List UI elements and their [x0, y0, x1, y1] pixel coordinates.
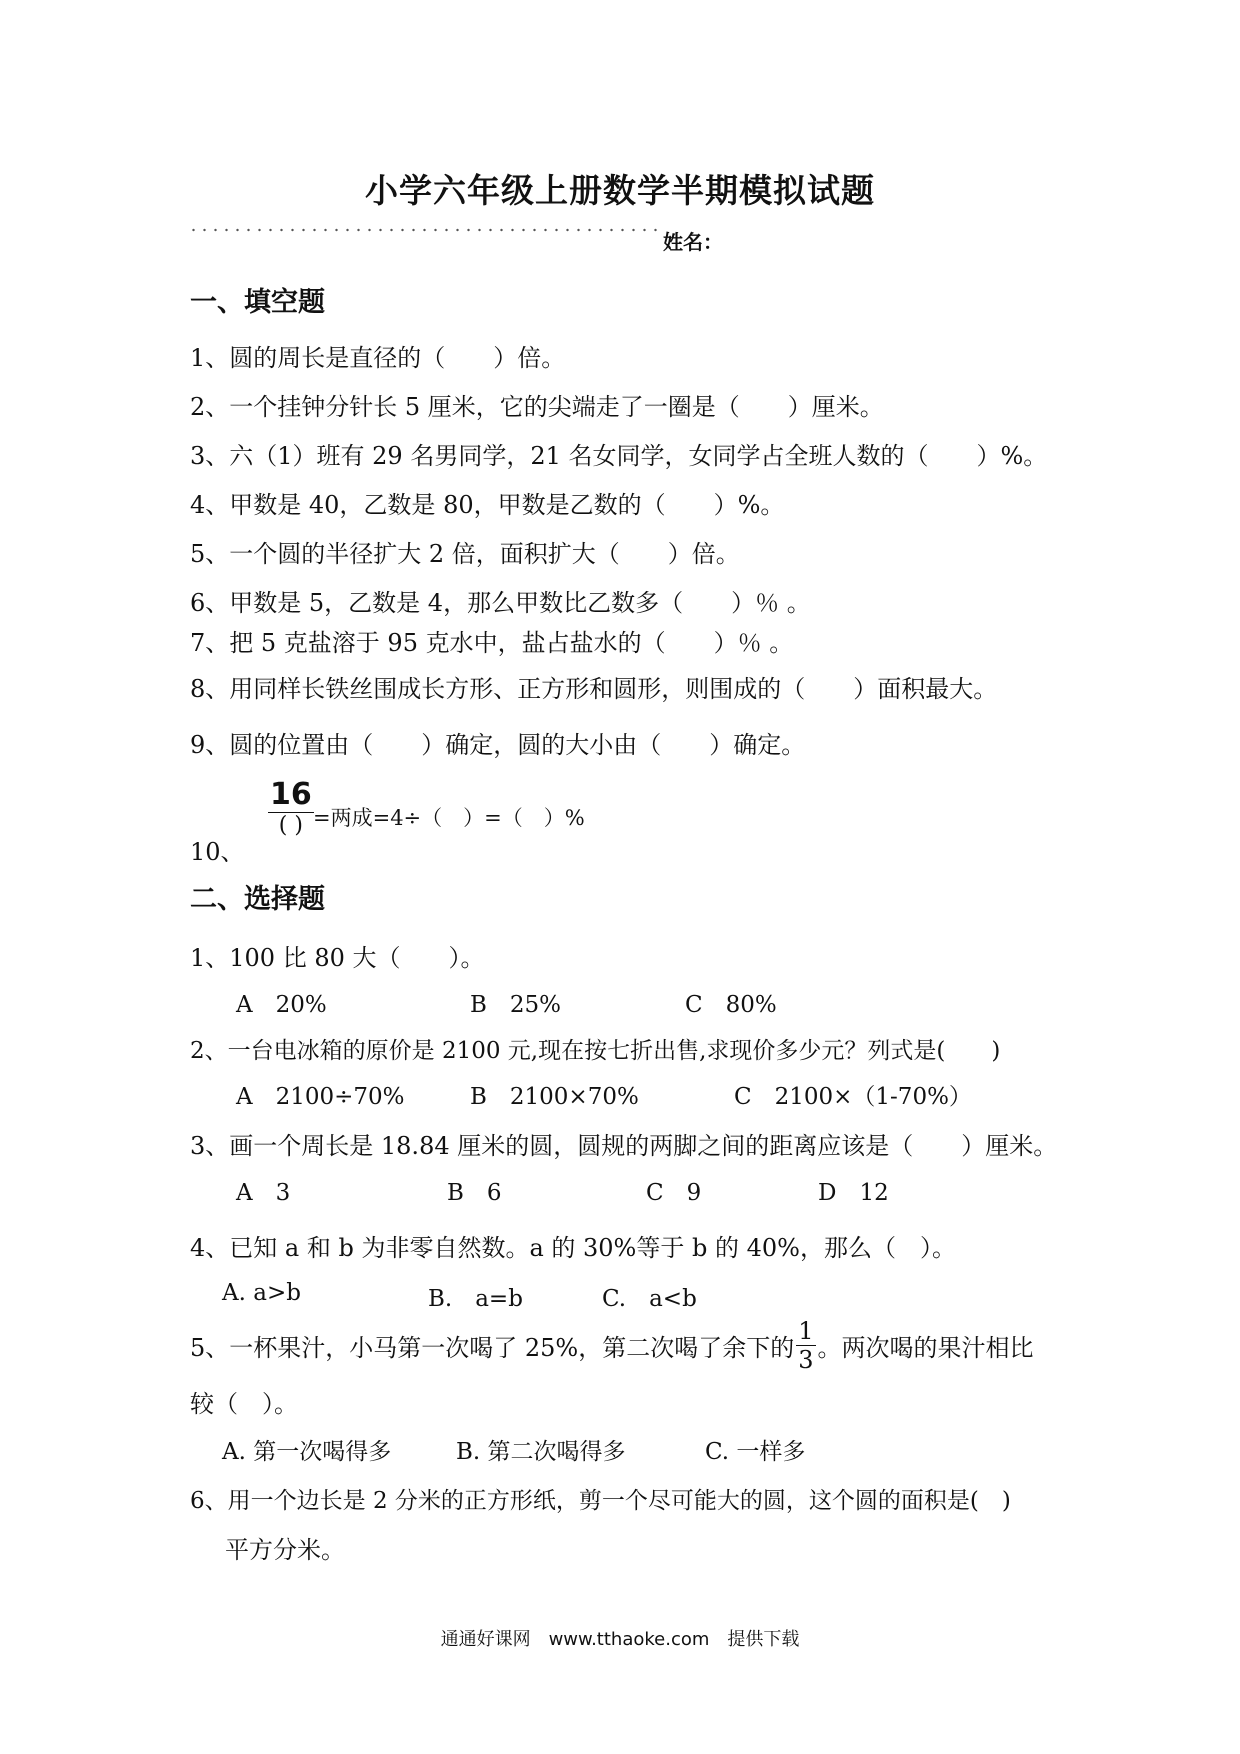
choice-question-1: 1、100 比 80 大（ ）。	[190, 944, 485, 972]
choice-5-option-c: C. 一样多	[705, 1439, 806, 1465]
fill-question-3: 3、六（1）班有 29 名男同学，21 名女同学，女同学占全班人数的（ ）%。	[190, 442, 1048, 470]
choice-question-4: 4、已知 a 和 b 为非零自然数。a 的 30%等于 b 的 40%，那么（ ）。	[190, 1234, 956, 1262]
choice-1-option-a: A 20%	[236, 992, 327, 1018]
fraction-numerator: 1	[798, 1316, 814, 1345]
choice-1-option-b: B 25%	[470, 992, 562, 1018]
fill-question-10-number: 10、	[190, 838, 245, 866]
fill-question-10-expression: =两成=4÷（ ）=（ ）%	[313, 806, 585, 830]
fill-question-1: 1、圆的周长是直径的（ ）倍。	[190, 344, 566, 372]
fill-question-4: 4、甲数是 40，乙数是 80，甲数是乙数的（ ）%。	[190, 491, 785, 519]
fill-question-2: 2、一个挂钟分针长 5 厘米，它的尖端走了一圈是（ ）厘米。	[190, 393, 884, 421]
choice-1-option-c: C 80%	[685, 992, 777, 1018]
fill-question-5: 5、一个圆的半径扩大 2 倍，面积扩大（ ）倍。	[190, 540, 740, 568]
choice-4-option-a: A. a>b	[222, 1280, 301, 1306]
fraction-denominator: ( )	[278, 813, 303, 838]
choice-5-fraction	[796, 1316, 815, 1374]
choice-3-option-a: A 3	[236, 1180, 291, 1206]
choice-question-3: 3、画一个周长是 18.84 厘米的圆，圆规的两脚之间的距离应该是（ ）厘米。	[190, 1132, 1058, 1160]
fill-question-6: 6、甲数是 5，乙数是 4，那么甲数比乙数多（ ）％ 。	[190, 589, 811, 617]
choice-2-option-b: B 2100×70%	[470, 1084, 639, 1110]
choice-question-5	[190, 1318, 1034, 1372]
choice-question-6: 6、用一个边长是 2 分米的正方形纸，剪一个尽可能大的圆，这个圆的面积是( )	[190, 1488, 1011, 1514]
name-dotted-line	[188, 228, 658, 232]
choice-question-2: 2、一台电冰箱的原价是 2100 元,现在按七折出售,求现价多少元？列式是( )	[190, 1038, 1001, 1064]
choice-2-option-a: A 2100÷70%	[236, 1084, 405, 1110]
page-title: 小学六年级上册数学半期模拟试题	[365, 171, 875, 210]
choice-5-option-a: A. 第一次喝得多	[222, 1439, 392, 1465]
fill-question-8: 8、用同样长铁丝围成长方形、正方形和圆形，则围成的（ ）面积最大。	[190, 675, 998, 703]
footer-source: 通通好课网 www.tthaoke.com 提供下载	[440, 1629, 800, 1650]
choice-3-option-c: C 9	[646, 1180, 702, 1206]
choice-3-option-b: B 6	[447, 1180, 502, 1206]
name-label: 姓名：	[663, 230, 723, 254]
choice-question-6-continuation: 平方分米。	[225, 1536, 345, 1564]
fill-question-10-fraction	[268, 777, 314, 838]
fill-question-9: 9、圆的位置由（ ）确定，圆的大小由（ ）确定。	[190, 731, 806, 759]
fill-question-7: 7、把 5 克盐溶于 95 克水中，盐占盐水的（ ）％ 。	[190, 629, 794, 657]
section-fill-in-heading: 一、填空题	[190, 287, 325, 318]
choice-5-text-after: 。两次喝的果汁相比	[817, 1333, 1034, 1362]
choice-5-option-b: B. 第二次喝得多	[456, 1439, 626, 1465]
fraction-numerator: 16	[270, 777, 312, 812]
choice-2-option-c: C 2100×（1-70%）	[734, 1084, 972, 1110]
fraction-denominator: 3	[798, 1345, 814, 1374]
choice-5-text-before: 5、一杯果汁，小马第一次喝了 25%，第二次喝了余下的	[190, 1333, 795, 1362]
choice-3-option-d: D 12	[818, 1180, 889, 1206]
section-choice-heading: 二、选择题	[190, 884, 325, 915]
choice-question-5-continuation: 较（ ）。	[190, 1390, 298, 1418]
choice-4-option-c: C. a<b	[602, 1286, 697, 1312]
choice-4-option-b: B. a=b	[428, 1286, 523, 1312]
